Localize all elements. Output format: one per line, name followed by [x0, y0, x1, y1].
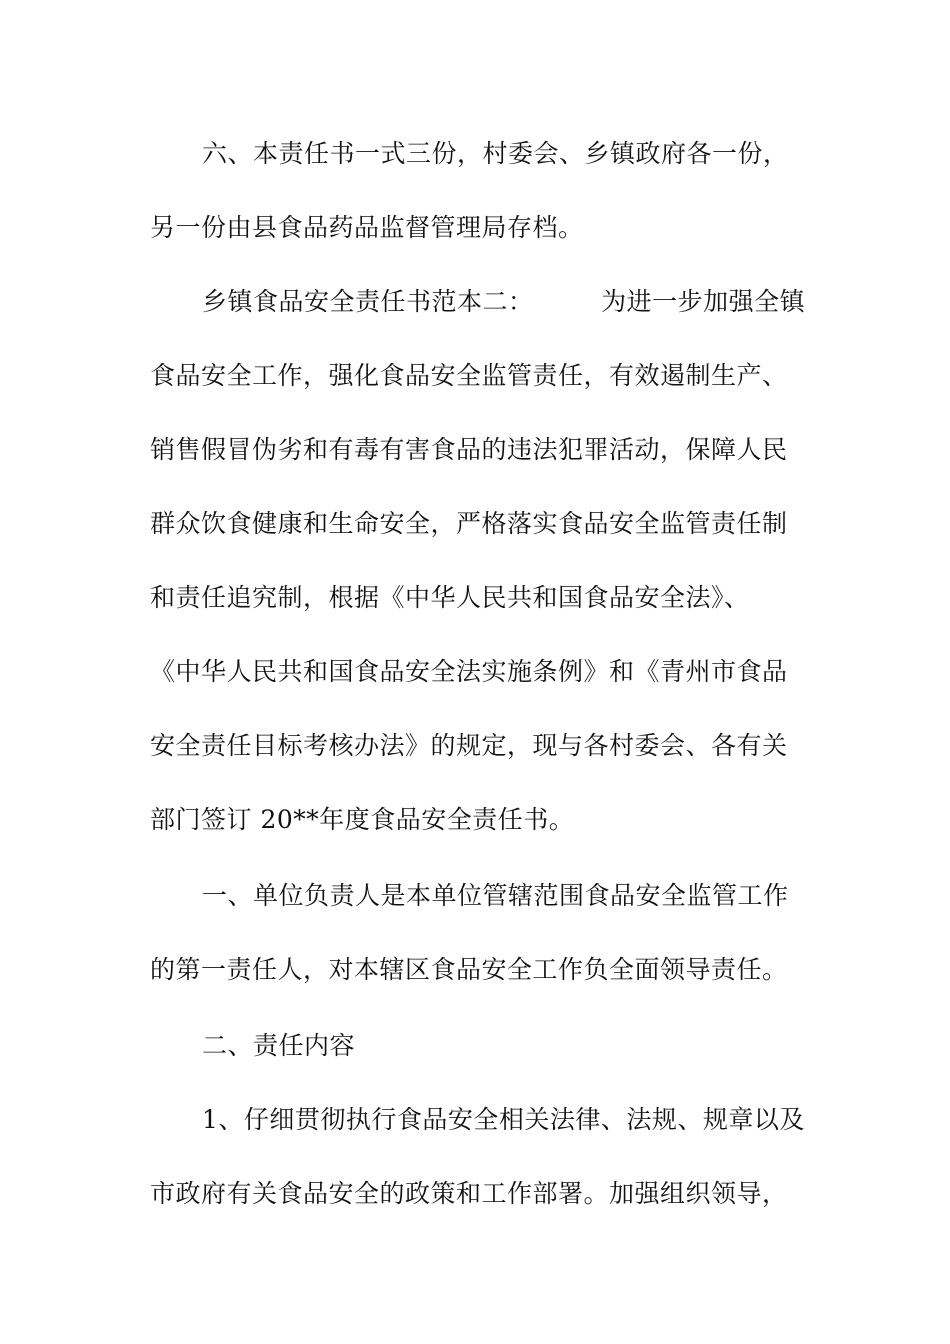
text-line: 乡镇食品安全责任书范本二： 为进一步加强全镇	[202, 287, 806, 316]
text-line: 部门签订 20**年度食品安全责任书。	[150, 805, 575, 834]
text-line: 另一份由县食品药品监督管理局存档。	[150, 213, 584, 242]
text-line: 销售假冒伪劣和有毒有害食品的违法犯罪活动，保障人民	[150, 435, 788, 464]
text-line: 《中华人民共和国食品安全法实施条例》和《青州市食品	[150, 657, 788, 686]
text-line: 安全责任目标考核办法》的规定，现与各村委会、各有关	[150, 731, 788, 760]
text-line: 一、单位负责人是本单位管辖范围食品安全监管工作	[202, 881, 789, 910]
text-line: 食品安全工作，强化食品安全监管责任，有效遏制生产、	[150, 361, 788, 390]
text-line: 和责任追究制，根据《中华人民共和国食品安全法》、	[150, 583, 750, 612]
text-line: 1、仔细贯彻执行食品安全相关法律、法规、规章以及	[202, 1105, 805, 1134]
text-line: 市政府有关食品安全的政策和工作部署。加强组织领导，	[150, 1179, 788, 1208]
text-line: 的第一责任人，对本辖区食品安全工作负全面领导责任。	[150, 955, 788, 984]
text-line: 二、责任内容	[202, 1031, 356, 1060]
text-line: 六、本责任书一式三份，村委会、乡镇政府各一份，	[202, 139, 789, 168]
text-line: 群众饮食健康和生命安全，严格落实食品安全监管责任制	[150, 509, 788, 538]
